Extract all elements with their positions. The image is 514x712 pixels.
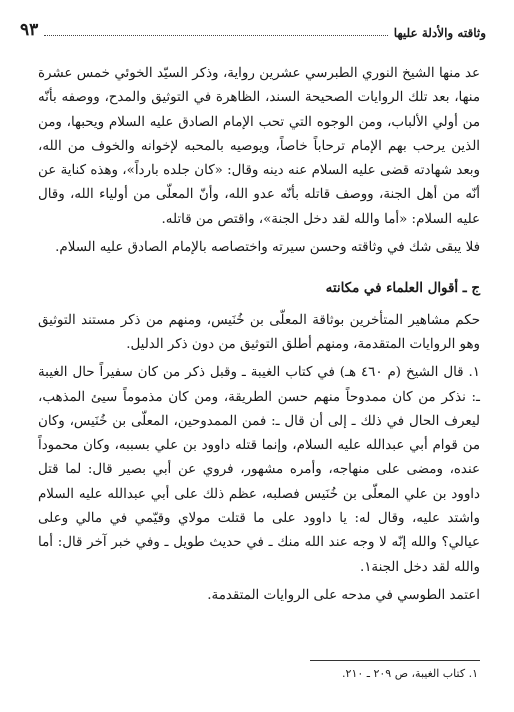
section-heading: ج ـ أقوال العلماء في مكانته [325,280,480,297]
paragraph: فلا يبقى شك في وثاقته وحسن سيرته واختصاصه بالإمام الصادق عليه السلام. [55,240,480,256]
paragraph: عد منها الشيخ النوري الطبرسي عشرين رواية، وذكر السيّد الخوئي خمس عشرة منها، بعد تلك الروايات الصحيحة السند، الظاهرة في التوثيق والمدح، ووصفه بأنّه من أولي الألباب، ومن الوجوه التي تحب الإمام الصادق عليه السلام ويحبها، ومن الذين يرحب بهم الإمام ترحاباً خاصاً، ويوصيه بالمحبه لإخوانه والخوف من الله، وبعد شهادته قضى عليه السلام عنه دينه وقال: «كان جلده بارداً»، وهذه كناية عن أنّه من أهل الجنة، ووصف قاتله بأنّه عدو الله، وأنّ المعلّى من أولياء الله، وقال عليه السلام: «أما والله لقد دخل الجنة»، واقتص من قاتله. [38,66,480,227]
page-header [20,14,486,40]
footnote: ١. كتاب الغيبة، ص ٢٠٩ ـ ٢١٠. [342,667,478,680]
header-dotted-rule [44,35,387,36]
page-number: ٩٣ [20,20,39,40]
paragraph: اعتمد الطوسي في مدحه على الروايات المتقدمة. [207,587,480,603]
paragraph: ١. قال الشيخ (م ٤٦٠ هـ) في كتاب الغيبة ـ وقبل ذكر من كان سفيراً حال الغيبة ـ: نذكر من كان ممدوحاً منهم حسن الطريقة، ومن كان مذموماً سيئ المذهب، ليعرف الحال في ذلك ـ إلى أن قال ـ: فمن الممدوحين، المعلّى بن خُنَيس، وكان من قوام أبي عبدالله عليه السلام، وإنما قتله داوود بن علي بسببه، وكان محموداً عنده، ومضى على منهاجه، وأمره مشهور، فروي عن أبي بصير قال: لما قتل داوود بن علي المعلّى بن خُنَيس فصلبه، عظم ذلك على أبي عبدالله عليه السلام واشتد عليه، وقال له: يا داوود على ما قتلت مولاي وقيّمي في مالي وعلى عيالي؟ والله إنّه لا وجه عند الله منك ـ في حديث طويل ـ وفي خبر آخر قال: أما والله لقد دخل الجنة١. [38,365,480,575]
body-text [38,62,480,608]
paragraph: حكم مشاهير المتأخرين بوثاقة المعلّى بن خُنَيس، ومنهم من ذكر مستند التوثيق وهو الروايات المتقدمة، ومنهم أطلق التوثيق من دون ذكر الدليل. [38,312,480,352]
running-title: وثاقته والأدلة عليها [393,26,486,40]
footnote-divider [310,660,480,661]
